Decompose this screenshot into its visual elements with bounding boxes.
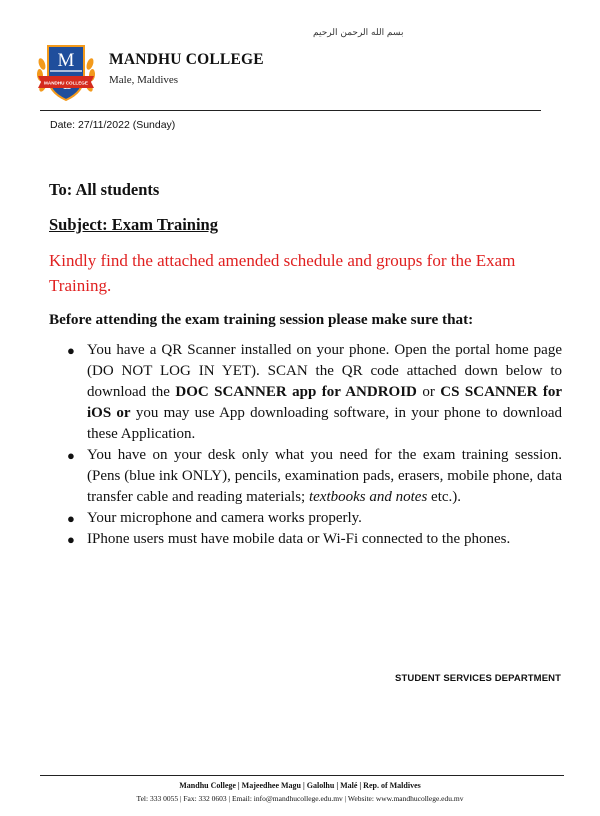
list-item: ● IPhone users must have mobile data or Wi-Fi connected to the phones. — [66, 529, 562, 550]
subject-line: Subject: Exam Training — [49, 215, 218, 234]
college-location: Male, Maldives — [109, 74, 179, 86]
bullet-icon: ● — [67, 448, 75, 463]
calligraphy-header: بسم الله الرحمن الرحيم — [313, 28, 404, 38]
header-divider — [40, 110, 541, 111]
instruction-list — [66, 340, 562, 550]
footer-address: Mandhu College | Majeedhee Magu | Galolhu | Malé | Rep. of Maldives — [179, 781, 421, 790]
addressee-line: To: All students — [49, 180, 160, 199]
list-item: ● You have on your desk only what you need for the exam training session. (Pens (blue ink ONLY), pencils, examination pads, erasers, mobile phone, data transfer cable and reading materials; textbooks and notes etc.). — [67, 447, 562, 505]
bullet-icon: ● — [67, 532, 75, 547]
list-item: ● You have a QR Scanner installed on your phone. Open the portal home page (DO NOT LOG IN YET). SCAN the QR code attached down below to download the DOC SCANNER app for ANDROID or CS SCANNER for iOS or you may use App downloading software, in your phone to download these Application. — [67, 342, 563, 442]
college-logo — [36, 42, 96, 104]
bullet-icon: ● — [67, 511, 75, 526]
logo-letter-m: M — [57, 50, 75, 71]
notice-text: Kindly find the attached amended schedule and groups for the Exam Training. — [49, 251, 516, 295]
footer-contact: Tel: 333 0055 | Fax: 332 0603 | Email: info@mandhucollege.edu.mv | Website: www.mandhucollege.edu.mv — [136, 794, 464, 803]
college-name: MANDHU COLLEGE — [109, 51, 264, 68]
bullet-icon: ● — [67, 343, 75, 358]
logo-banner-text: MANDHU COLLEGE — [44, 80, 88, 86]
footer-divider — [40, 775, 564, 776]
list-item: ● Your microphone and camera works properly. — [66, 508, 562, 529]
instructions-intro: Before attending the exam training session please make sure that: — [49, 311, 474, 328]
department-signature: STUDENT SERVICES DEPARTMENT — [395, 673, 561, 684]
letter-date: Date: 27/11/2022 (Sunday) — [50, 119, 176, 131]
